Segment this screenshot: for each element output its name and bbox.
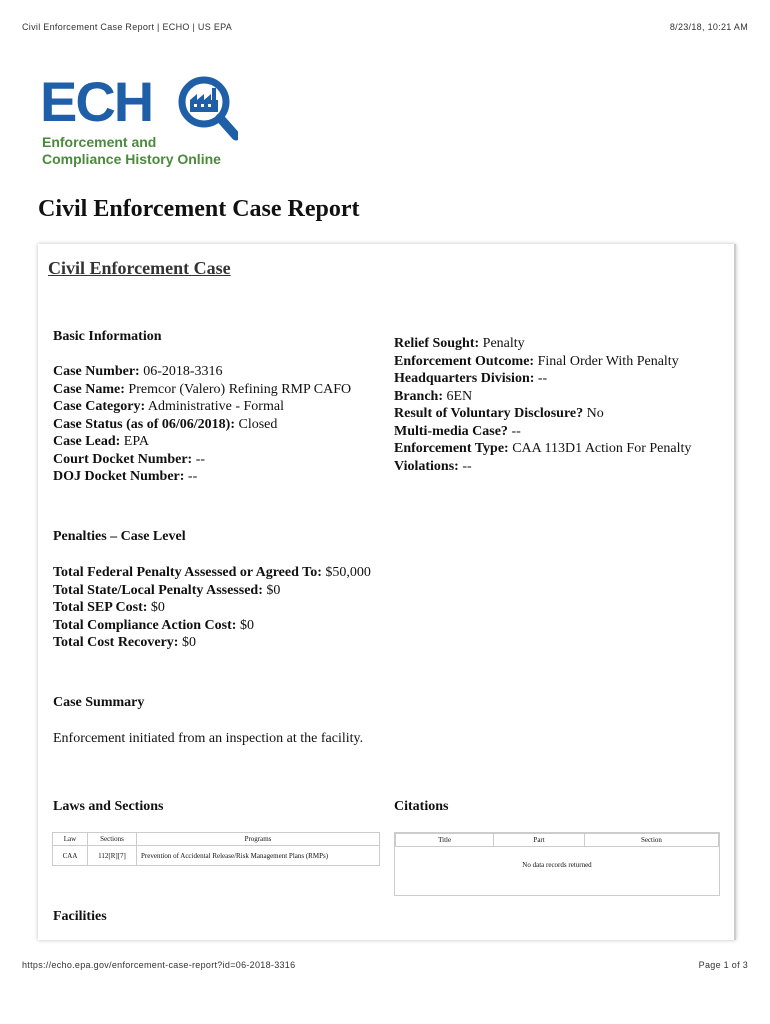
table-header-row bbox=[396, 834, 719, 847]
citations-table bbox=[394, 832, 720, 896]
field-value: No bbox=[583, 406, 604, 421]
laws-heading: Laws and Sections bbox=[53, 799, 164, 814]
field-label: Headquarters Division: bbox=[394, 371, 535, 386]
field-value: EPA bbox=[120, 434, 149, 449]
table-cell: 112[R][7] bbox=[88, 846, 137, 866]
table-header-row bbox=[53, 833, 380, 846]
field-label: Relief Sought: bbox=[394, 336, 480, 351]
field-value: $50,000 bbox=[321, 565, 371, 580]
table-cell: Prevention of Accidental Release/Risk Management Plans (RMPs) bbox=[137, 846, 380, 866]
field-value: Premcor (Valero) Refining RMP CAFO bbox=[124, 381, 352, 397]
basic-info-field bbox=[394, 440, 691, 458]
column-header: Title bbox=[396, 834, 494, 847]
penalties-list bbox=[53, 564, 371, 652]
field-label: Case Lead: bbox=[53, 434, 121, 449]
field-label: Total Compliance Action Cost: bbox=[53, 617, 237, 633]
field-value: Penalty bbox=[479, 336, 525, 351]
field-label: Multi-media Case? bbox=[394, 423, 508, 439]
field-label: Total SEP Cost: bbox=[53, 600, 148, 615]
table-row bbox=[53, 846, 380, 866]
field-label: Total Cost Recovery: bbox=[53, 635, 179, 650]
echo-logo[interactable] bbox=[40, 70, 240, 174]
column-header: Part bbox=[494, 834, 585, 847]
penalty-field bbox=[53, 617, 371, 635]
card-title: Civil Enforcement Case bbox=[48, 258, 231, 278]
penalty-field bbox=[53, 564, 371, 582]
print-header bbox=[22, 22, 748, 32]
page-title: Civil Enforcement Case Report | ECHO | US EPA bbox=[22, 22, 233, 32]
penalty-field bbox=[53, 599, 371, 617]
basic-info-left bbox=[53, 363, 351, 486]
basic-info-field bbox=[53, 363, 351, 381]
field-label: Total Federal Penalty Assessed or Agreed To: bbox=[53, 565, 322, 580]
basic-info-field bbox=[53, 381, 351, 399]
basic-info-field bbox=[53, 398, 351, 416]
basic-info-field bbox=[394, 353, 691, 371]
field-label: Case Category: bbox=[53, 399, 146, 414]
table-cell: CAA bbox=[53, 846, 88, 866]
field-value: 06-2018-3316 bbox=[139, 364, 223, 379]
field-label: Violations: bbox=[394, 458, 459, 474]
basic-info-field bbox=[53, 468, 351, 486]
field-label: Case Name: bbox=[53, 381, 125, 397]
field-label: Total State/Local Penalty Assessed: bbox=[53, 582, 263, 598]
field-value: Administrative - Formal bbox=[145, 399, 284, 414]
field-value: -- bbox=[184, 469, 198, 484]
case-card bbox=[38, 244, 736, 940]
empty-message: No data records returned bbox=[522, 861, 592, 869]
column-header: Programs bbox=[137, 833, 380, 846]
logo-tagline: Enforcement and Compliance History Online bbox=[42, 134, 221, 167]
column-header: Law bbox=[53, 833, 88, 846]
basic-info-field bbox=[53, 451, 351, 469]
field-label: DOJ Docket Number: bbox=[53, 469, 185, 484]
field-value: $0 bbox=[262, 582, 281, 598]
basic-info-field bbox=[394, 370, 691, 388]
field-value: $0 bbox=[178, 635, 196, 650]
field-value: Closed bbox=[235, 416, 278, 432]
laws-table bbox=[52, 832, 380, 866]
basic-info-field bbox=[394, 423, 691, 441]
field-value: 6EN bbox=[443, 388, 473, 404]
field-label: Case Status (as of 06/06/2018): bbox=[53, 416, 235, 432]
basic-info-field bbox=[394, 458, 691, 476]
logo-wordmark: ECH bbox=[40, 70, 153, 133]
basic-info-field bbox=[394, 335, 691, 353]
field-value: $0 bbox=[147, 600, 165, 615]
basic-info-field bbox=[53, 416, 351, 434]
field-value: -- bbox=[192, 451, 206, 467]
field-value: Final Order With Penalty bbox=[534, 353, 679, 369]
field-value: CAA 113D1 Action For Penalty bbox=[508, 441, 692, 456]
field-label: Result of Voluntary Disclosure? bbox=[394, 406, 584, 421]
field-label: Enforcement Type: bbox=[394, 441, 509, 456]
case-summary-heading: Case Summary bbox=[53, 695, 145, 710]
print-footer bbox=[22, 960, 748, 970]
basic-info-field bbox=[53, 433, 351, 451]
basic-info-field bbox=[394, 388, 691, 406]
basic-info-field bbox=[394, 405, 691, 423]
citations-heading: Citations bbox=[394, 799, 449, 814]
basic-info-heading: Basic Information bbox=[53, 329, 162, 344]
print-timestamp: 8/23/18, 10:21 AM bbox=[669, 22, 748, 32]
page-url: https://echo.epa.gov/enforcement-case-report?id=06-2018-3316 bbox=[22, 960, 296, 970]
basic-info-right bbox=[394, 335, 691, 475]
field-value: -- bbox=[507, 423, 521, 439]
field-label: Enforcement Outcome: bbox=[394, 353, 535, 369]
penalties-heading: Penalties – Case Level bbox=[53, 529, 186, 544]
field-value: -- bbox=[458, 458, 472, 474]
field-label: Branch: bbox=[394, 388, 443, 404]
report-title: Civil Enforcement Case Report bbox=[38, 196, 360, 222]
field-label: Case Number: bbox=[53, 364, 140, 379]
column-header: Sections bbox=[88, 833, 137, 846]
field-label: Court Docket Number: bbox=[53, 451, 193, 467]
field-value: -- bbox=[534, 371, 548, 386]
case-summary-text: Enforcement initiated from an inspection at the facility. bbox=[53, 731, 364, 746]
penalty-field bbox=[53, 634, 371, 652]
penalty-field bbox=[53, 582, 371, 600]
column-header: Section bbox=[584, 834, 718, 847]
field-value: $0 bbox=[236, 617, 254, 633]
page-number: Page 1 of 3 bbox=[698, 960, 748, 970]
facilities-heading: Facilities bbox=[53, 909, 107, 924]
